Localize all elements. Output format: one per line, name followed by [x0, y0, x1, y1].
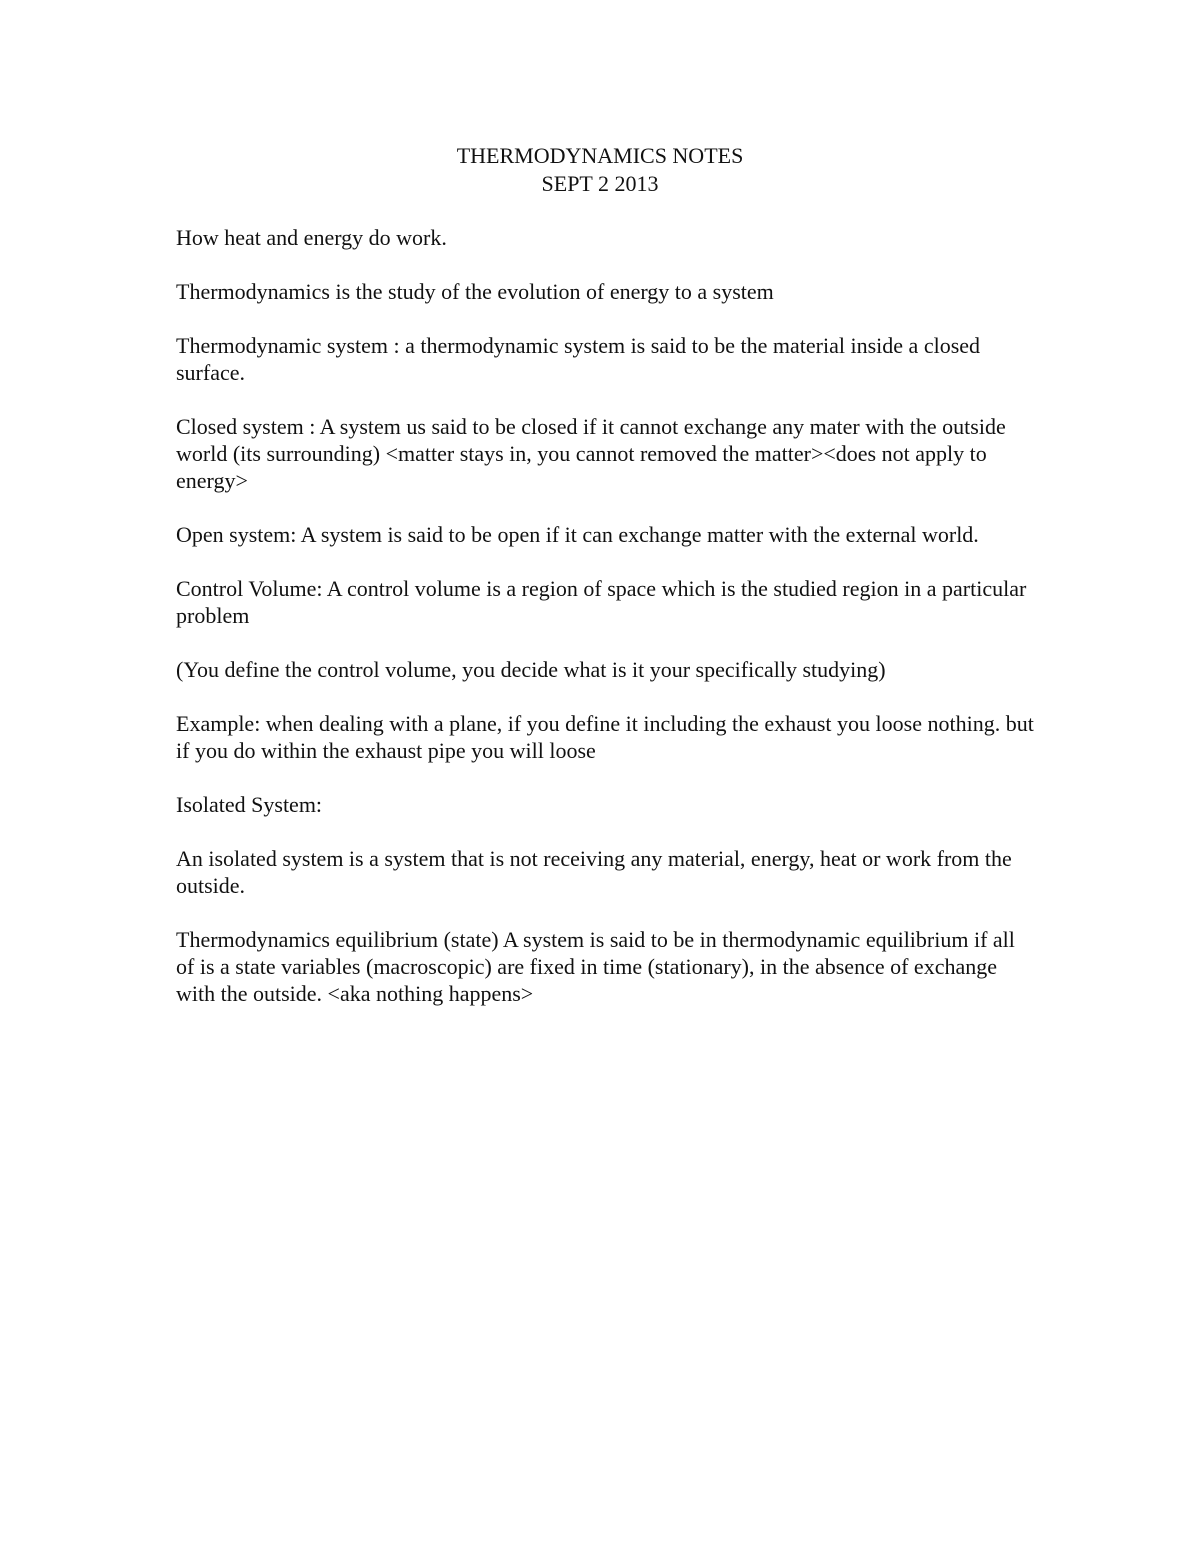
paragraph-open-system: Open system: A system is said to be open if it can exchange matter with the external world.	[176, 522, 979, 547]
paragraph-thermodynamic-system: Thermodynamic system : a thermodynamic system is said to be the material inside a closed surface.	[176, 333, 981, 385]
paragraph-definition-thermodynamics: Thermodynamics is the study of the evolution of energy to a system	[176, 279, 774, 304]
paragraph-equilibrium: Thermodynamics equilibrium (state) A system is said to be in thermodynamic equilibrium if all of is a state variables (macroscopic) are fixed in time (stationary), in the absence of exchange with the outside. <aka nothing happens>	[176, 927, 1015, 1006]
paragraph-closed-system: Closed system : A system us said to be closed if it cannot exchange any mater with the outside world (its surrounding) <matter stays in, you cannot removed the matter><does not apply to energy>	[176, 414, 1006, 493]
paragraph-control-volume-note: (You define the control volume, you decide what is it your specifically studying)	[176, 657, 886, 682]
document-date: SEPT 2 2013	[541, 171, 659, 196]
paragraph-isolated-system: An isolated system is a system that is not receiving any material, energy, heat or work from the outside.	[176, 846, 1012, 898]
paragraph-intro: How heat and energy do work.	[176, 225, 447, 250]
paragraph-control-volume: Control Volume: A control volume is a region of space which is the studied region in a particular problem	[176, 576, 1027, 628]
document-body	[176, 224, 1036, 1034]
document-header	[0, 142, 1200, 198]
paragraph-example: Example: when dealing with a plane, if you define it including the exhaust you loose nothing. but if you do within the exhaust pipe you will loose	[176, 711, 1034, 763]
paragraph-isolated-system-heading: Isolated System:	[176, 792, 323, 817]
document-title: THERMODYNAMICS NOTES	[456, 143, 744, 168]
